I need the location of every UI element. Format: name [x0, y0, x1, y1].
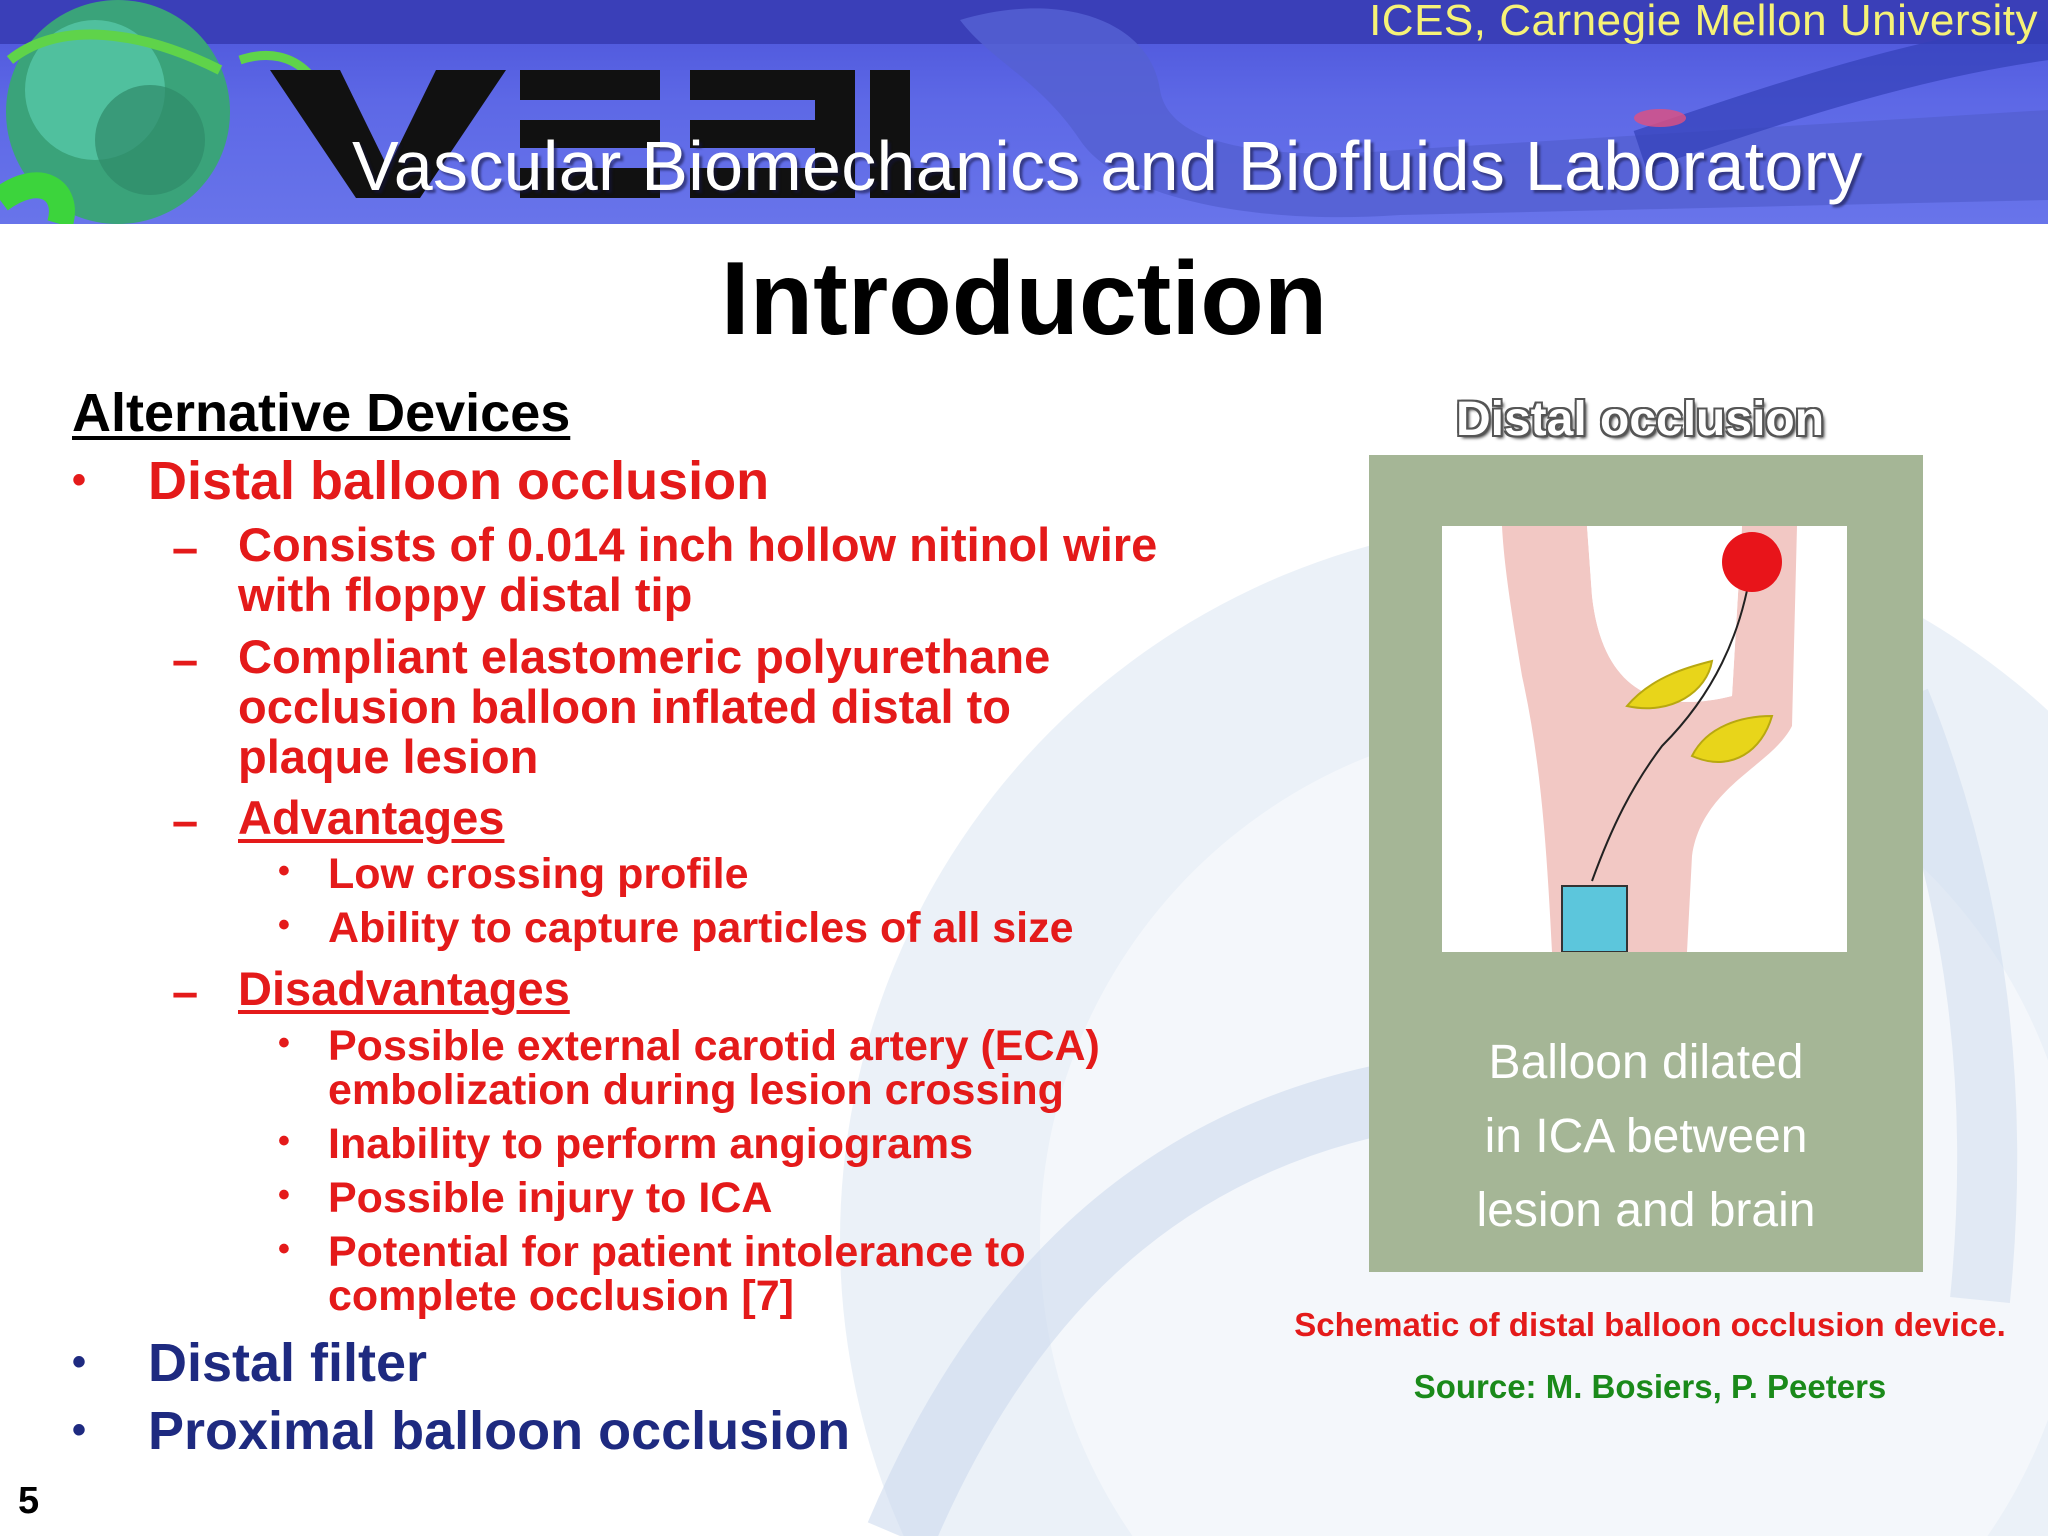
- advantages-heading: Advantages: [238, 791, 505, 844]
- list-item-distal-balloon: Distal balloon occlusion: [148, 451, 770, 511]
- advantage-item: Low crossing profile: [328, 850, 749, 898]
- bullet-dot: •: [278, 852, 290, 890]
- detail-line: Compliant elastomeric polyurethane: [238, 630, 1051, 683]
- figure-caption-line: lesion and brain: [1476, 1184, 1816, 1237]
- bullet-dot: •: [278, 1176, 290, 1214]
- bullet-dot: •: [278, 1230, 290, 1268]
- disadvantages-heading: Disadvantages: [238, 962, 570, 1015]
- figure-source: Source: M. Bosiers, P. Peeters: [1413, 1368, 1887, 1405]
- figure-title: Distal occlusion: [1455, 393, 1825, 446]
- detail-line: plaque lesion: [238, 730, 539, 783]
- bullet-dot: •: [278, 1024, 290, 1062]
- header-banner: [0, 0, 2048, 224]
- section-heading: Alternative Devices: [72, 383, 571, 443]
- detail-line: with floppy distal tip: [238, 568, 693, 621]
- vessel-schematic: [1442, 526, 1847, 952]
- institution-label: ICES, Carnegie Mellon University: [1369, 0, 2038, 45]
- disadvantage-item: Potential for patient intolerance to: [328, 1228, 1026, 1276]
- figure-caption-line: Balloon dilated: [1488, 1036, 1804, 1089]
- occlusion-balloon: [1722, 532, 1782, 592]
- detail-line: occlusion balloon inflated distal to: [238, 680, 1011, 733]
- figure-caption-line: in ICA between: [1484, 1110, 1808, 1163]
- catheter-tip: [1562, 886, 1627, 952]
- bullet-dot: •: [278, 906, 290, 944]
- disadvantage-item: Possible injury to ICA: [328, 1174, 773, 1222]
- dash-bullet: –: [172, 794, 199, 847]
- schematic-caption: Schematic of distal balloon occlusion device.: [1294, 1306, 2006, 1343]
- dash-bullet: –: [172, 633, 199, 686]
- advantage-item: Ability to capture particles of all size: [328, 904, 1074, 952]
- detail-line: Consists of 0.014 inch hollow nitinol wire: [238, 518, 1158, 571]
- disadvantage-item: Possible external carotid artery (ECA): [328, 1022, 1100, 1070]
- disadvantage-item: embolization during lesion crossing: [328, 1066, 1064, 1114]
- dash-bullet: –: [172, 521, 199, 574]
- bullet-dot: •: [72, 458, 87, 502]
- figure-caption: [1369, 1026, 1923, 1248]
- disadvantage-item: Inability to perform angiograms: [328, 1120, 974, 1168]
- page-number: 5: [18, 1480, 40, 1522]
- list-item-proximal-balloon: Proximal balloon occlusion: [148, 1401, 851, 1461]
- slide-title: Introduction: [720, 241, 1328, 357]
- bullet-dot: •: [72, 1340, 87, 1384]
- disadvantage-item: complete occlusion [7]: [328, 1272, 794, 1320]
- dash-bullet: –: [172, 965, 199, 1018]
- lab-name: Vascular Biomechanics and Biofluids Laboratory: [352, 127, 1863, 205]
- list-item-distal-filter: Distal filter: [148, 1333, 428, 1393]
- bullet-dot: •: [278, 1122, 290, 1160]
- bullet-dot: •: [72, 1408, 87, 1452]
